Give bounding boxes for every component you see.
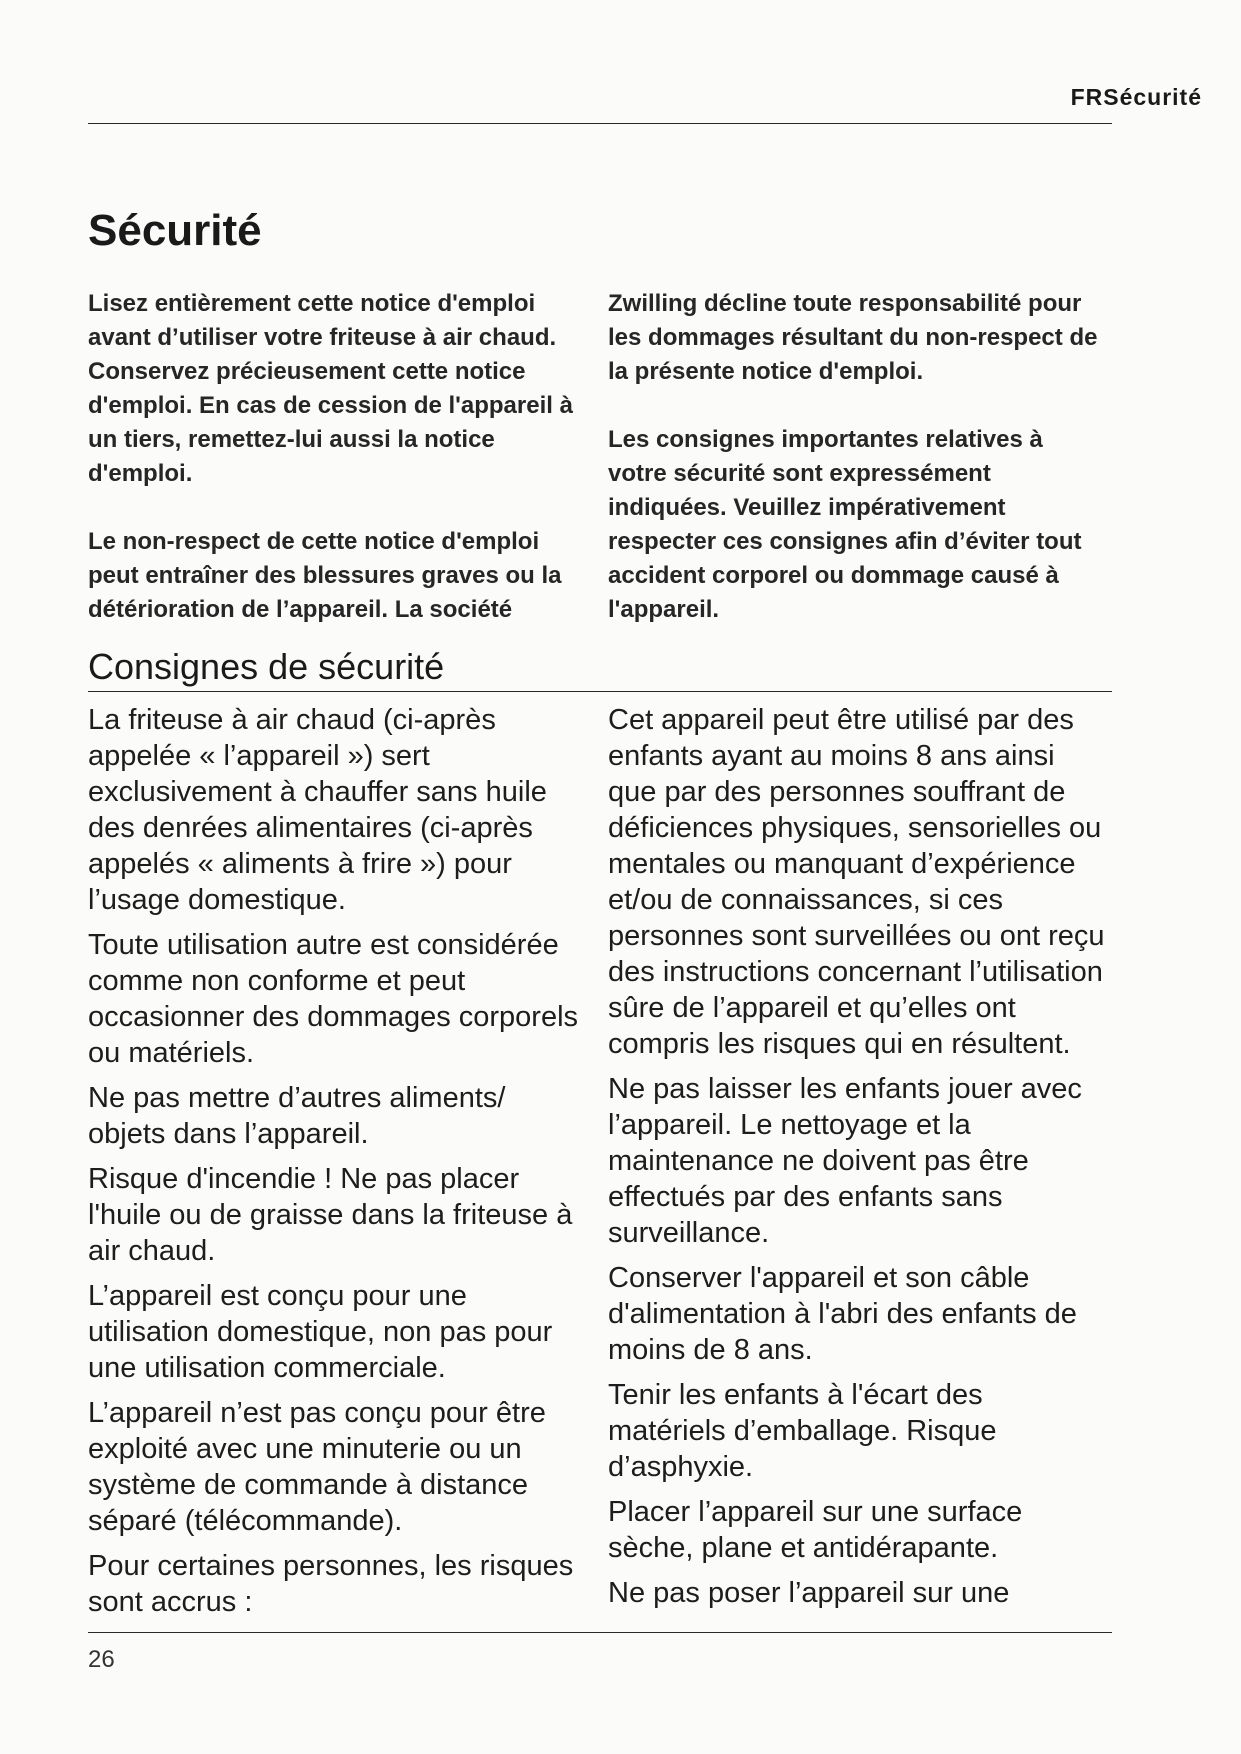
safety-paragraph: L’appareil n’est pas conçu pour être exploité avec une minuterie ou un système de commande à distance séparé (télécommande). — [88, 1397, 546, 1537]
safety-paragraph: Pour certaines personnes, les risques sont accrus : — [88, 1550, 574, 1618]
page-title: Sécurité — [88, 206, 262, 255]
footer-rule — [88, 1632, 1112, 1633]
safety-paragraph: L’appareil est conçu pour une utilisation domestique, non pas pour une utilisation commerciale. — [88, 1280, 553, 1384]
intro-paragraph: Les consignes importantes relatives à votre sécurité sont expressément indiquées. Veuillez impérativement respecter ces consignes afin d’éviter tout accident corporel ou dommage causé à l'appareil. — [608, 426, 1082, 623]
safety-paragraph: Ne pas poser l’appareil sur une — [608, 1577, 1010, 1609]
section-rule — [88, 691, 1112, 692]
safety-paragraph: Toute utilisation autre est considérée comme non conforme et peut occasionner des dommages corporels ou matériels. — [88, 929, 579, 1069]
intro-paragraph: Le non-respect de cette notice d'emploi peut entraîner des blessures graves ou la détérioration de l’appareil. La société — [88, 528, 562, 623]
safety-right-column — [608, 702, 1106, 1620]
safety-paragraph: La friteuse à air chaud (ci-après appelée « l’appareil ») sert exclusivement à chauffer sans huile des denrées alimentaires (ci-après appelés « aliments à frire ») pour l’usage domestique. — [88, 704, 547, 916]
safety-paragraph: Risque d'incendie ! Ne pas placer l'huile ou de graisse dans la friteuse à air chaud. — [88, 1163, 573, 1267]
intro-right-column — [608, 287, 1106, 661]
intro-left-column — [88, 287, 586, 661]
safety-paragraph: Ne pas laisser les enfants jouer avec l’appareil. Le nettoyage et la maintenance ne doivent pas être effectués par des enfants sans surveillance. — [608, 1073, 1082, 1249]
section-title: Consignes de sécurité — [88, 646, 445, 687]
safety-left-column — [88, 702, 586, 1629]
safety-paragraph: Conserver l'appareil et son câble d'alimentation à l'abri des enfants de moins de 8 ans. — [608, 1262, 1077, 1366]
running-header: FRSécurité — [1070, 84, 1202, 110]
safety-paragraph: Ne pas mettre d’autres aliments/ objets dans l’appareil. — [88, 1082, 506, 1150]
safety-paragraph: Placer l’appareil sur une surface sèche, plane et antidérapante. — [608, 1496, 1023, 1564]
intro-paragraph: Lisez entièrement cette notice d'emploi avant d’utiliser votre friteuse à air chaud. Conservez précieusement cette notice d'emploi. En cas de cession de l'appareil à un tiers, remettez-lui aussi la notice d'emploi. — [88, 290, 573, 487]
safety-paragraph: Cet appareil peut être utilisé par des enfants ayant au moins 8 ans ainsi que par des personnes souffrant de déficiences physiques, sensorielles ou mentales ou manquant d’expérience et/ou de connaissances, si ces personnes sont surveillées ou ont reçu des instructions concernant l’utilisation sûre de l’appareil et qu’elles ont compris les risques qui en résultent. — [608, 704, 1105, 1060]
page-number: 26 — [88, 1646, 115, 1673]
header-rule — [88, 123, 1112, 124]
intro-paragraph: Zwilling décline toute responsabilité pour les dommages résultant du non-respect de la présente notice d'emploi. — [608, 290, 1098, 385]
safety-paragraph: Tenir les enfants à l'écart des matériels d’emballage. Risque d’asphyxie. — [608, 1379, 997, 1483]
